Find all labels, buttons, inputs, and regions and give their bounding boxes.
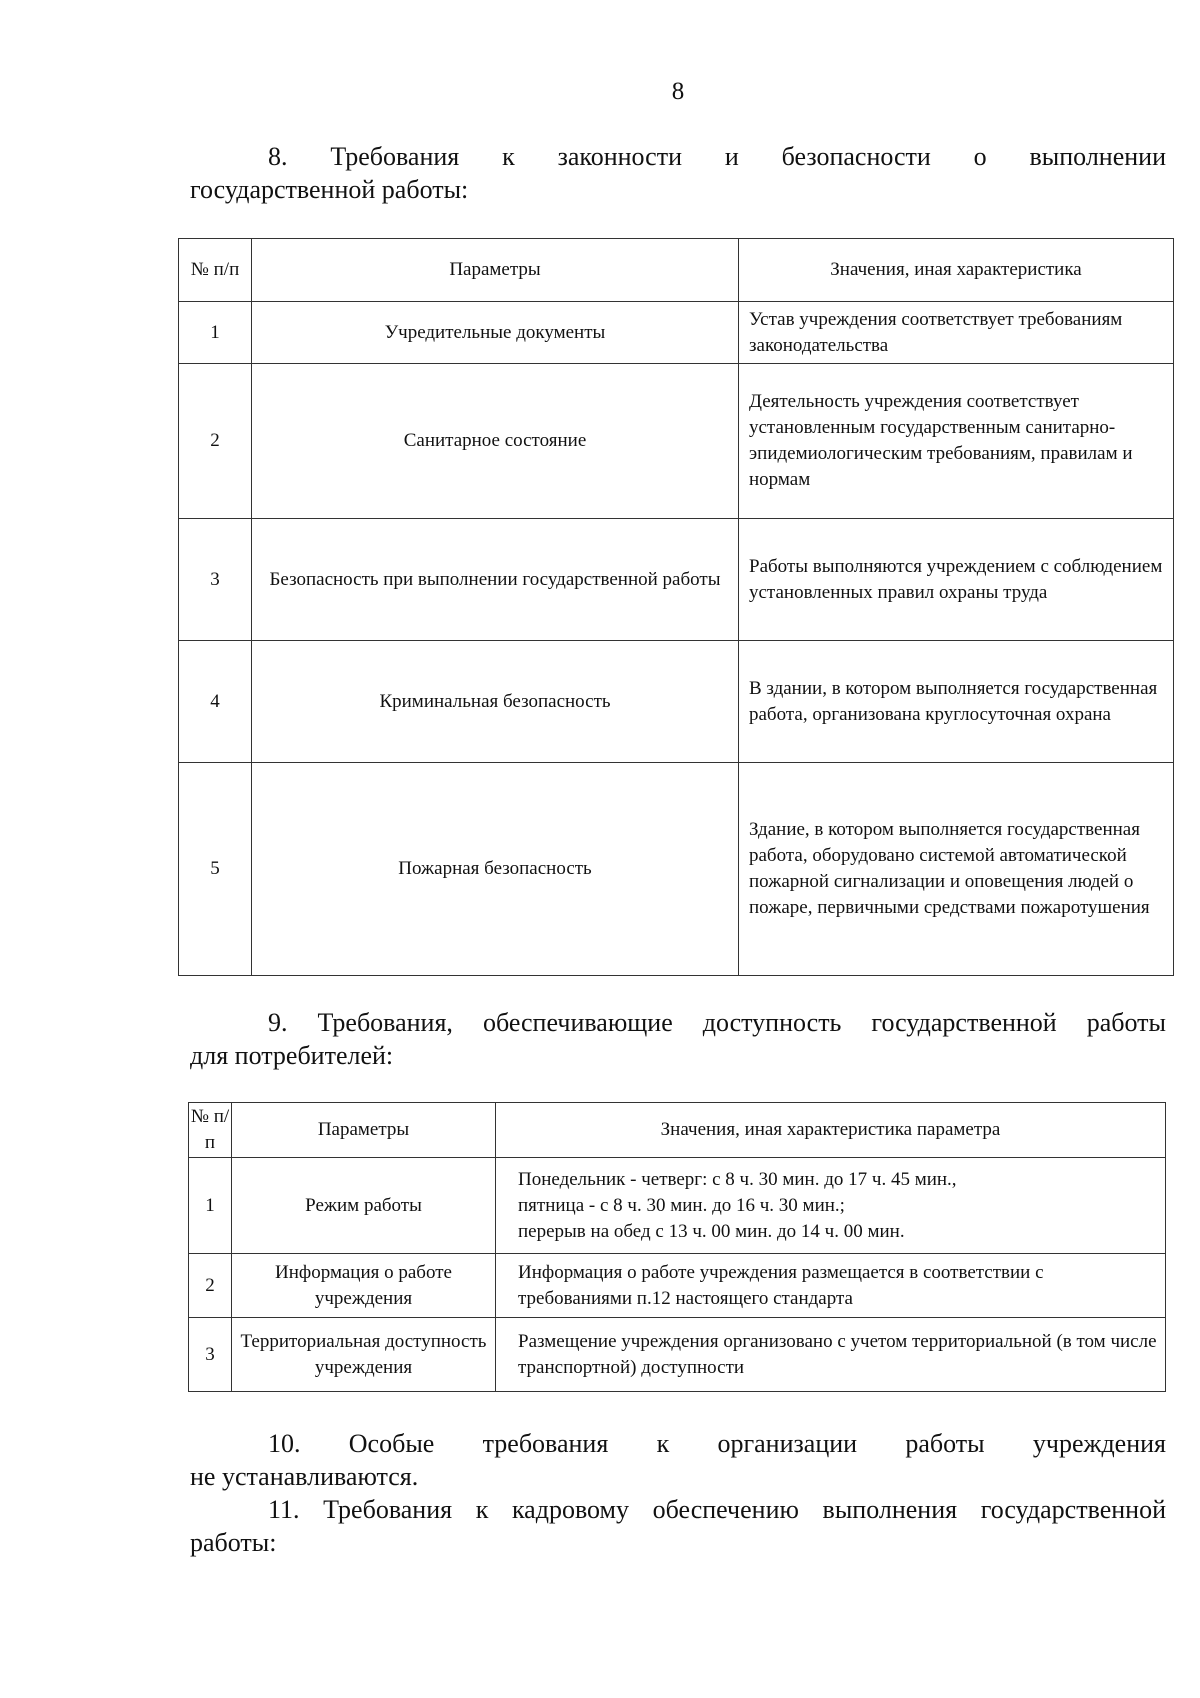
header-value: Значения, иная характеристика: [739, 239, 1174, 302]
section-11-line2: работы:: [190, 1528, 277, 1557]
header-value: Значения, иная характеристика параметра: [496, 1103, 1166, 1158]
schedule-line: перерыв на обед с 13 ч. 00 мин. до 14 ч. 00 мин.: [518, 1220, 905, 1242]
row-value: Деятельность учреждения соответствует установленным государственным санитарно-эпидемиологическим требованиям, правилам и нормам: [739, 364, 1174, 519]
accessibility-table: [188, 1102, 1166, 1392]
section-10-line2: не устанавливаются.: [190, 1462, 419, 1491]
row-value: Работы выполняются учреждением с соблюдением установленных правил охраны труда: [739, 519, 1174, 641]
table-row: [189, 1318, 1166, 1392]
table-row: [189, 1158, 1166, 1254]
row-num: 1: [179, 302, 252, 364]
page-number: 8: [671, 78, 685, 105]
section-8-heading: [190, 140, 1166, 206]
header-num: № п/п: [189, 1103, 232, 1158]
row-param: Информация о работе учреждения: [232, 1254, 496, 1318]
row-param: Учредительные документы: [252, 302, 739, 364]
header-num: № п/п: [179, 239, 252, 302]
row-num: 3: [189, 1318, 232, 1392]
header-param: Параметры: [252, 239, 739, 302]
row-param: Санитарное состояние: [252, 364, 739, 519]
row-param: Пожарная безопасность: [252, 763, 739, 976]
section-9-heading: [190, 1006, 1166, 1072]
legality-safety-table: [178, 238, 1174, 976]
header-param: Параметры: [232, 1103, 496, 1158]
table-row: [179, 763, 1174, 976]
row-value: В здании, в котором выполняется государственная работа, организована круглосуточная охрана: [739, 641, 1174, 763]
section-9-line2: для потребителей:: [190, 1041, 394, 1070]
table-header-row: [189, 1103, 1166, 1158]
table-row: [189, 1254, 1166, 1318]
row-num: 5: [179, 763, 252, 976]
table-row: [179, 302, 1174, 364]
section-10-line1: 10. Особые требования к организации работы учреждения: [268, 1429, 1166, 1458]
table-row: [179, 641, 1174, 763]
row-num: 4: [179, 641, 252, 763]
row-value: Устав учреждения соответствует требованиям законодательства: [739, 302, 1174, 364]
row-num: 1: [189, 1158, 232, 1254]
row-param: Криминальная безопасность: [252, 641, 739, 763]
row-param: Безопасность при выполнении государственной работы: [252, 519, 739, 641]
row-param: Режим работы: [232, 1158, 496, 1254]
table-row: [179, 519, 1174, 641]
row-num: 2: [189, 1254, 232, 1318]
row-value: Информация о работе учреждения размещается в соответствии с требованиями п.12 настоящего стандарта: [496, 1254, 1166, 1318]
section-8-line2: государственной работы:: [190, 175, 469, 204]
schedule-line: Понедельник - четверг: с 8 ч. 30 мин. до 17 ч. 45 мин.,: [518, 1168, 957, 1190]
table-row: [179, 364, 1174, 519]
section-9-line1: 9. Требования, обеспечивающие доступность государственной работы: [268, 1008, 1166, 1037]
schedule-line: пятница - с 8 ч. 30 мин. до 16 ч. 30 мин.;: [518, 1194, 845, 1216]
row-value: [496, 1158, 1166, 1254]
section-8-line1: 8. Требования к законности и безопасности о выполнении: [268, 142, 1166, 171]
row-num: 2: [179, 364, 252, 519]
row-value: Размещение учреждения организовано с учетом территориальной (в том числе транспортной) доступности: [496, 1318, 1166, 1392]
section-11-line1: 11. Требования к кадровому обеспечению выполнения государственной: [268, 1495, 1166, 1524]
row-param: Территориальная доступность учреждения: [232, 1318, 496, 1392]
row-value: Здание, в котором выполняется государственная работа, оборудовано системой автоматической пожарной сигнализации и оповещения людей о пожаре, первичными средствами пожаротушения: [739, 763, 1174, 976]
row-num: 3: [179, 519, 252, 641]
section-10-text: [190, 1427, 1166, 1493]
section-11-heading: [190, 1493, 1166, 1559]
table-header-row: [179, 239, 1174, 302]
